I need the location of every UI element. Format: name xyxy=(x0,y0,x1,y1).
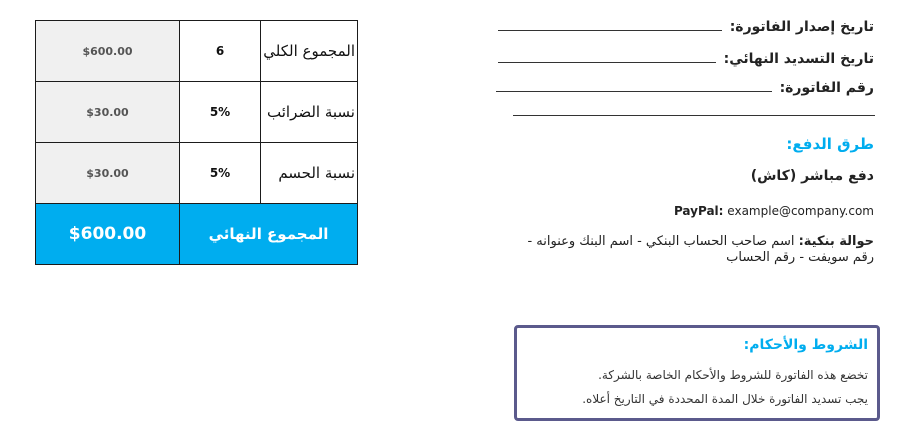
paypal-email: example@company.com xyxy=(727,204,874,218)
final-total-amount: $600.00 xyxy=(36,204,180,264)
payment-title: طرق الدفع: xyxy=(786,135,874,153)
discount-amount: $30.00 xyxy=(36,143,180,203)
total-quantity: 6 xyxy=(180,21,261,81)
terms-line-2: يجب تسديد الفاتورة خلال المدة المحددة في التاريخ أعلاه. xyxy=(582,392,868,406)
tax-label: نسبة الضرائب xyxy=(267,103,355,121)
bank-details: اسم صاحب الحساب البنكي - اسم البنك وعنوانه - رقم سويفت - رقم الحساب xyxy=(527,234,874,265)
paypal-label: PayPal: xyxy=(673,204,724,218)
blank-line[interactable] xyxy=(513,115,875,116)
terms-line-1: تخضع هذه الفاتورة للشروط والأحكام الخاصة بالشركة. xyxy=(598,368,868,382)
terms-box xyxy=(514,325,880,421)
table-row xyxy=(36,21,357,82)
issue-date-line[interactable] xyxy=(498,29,722,31)
discount-label: نسبة الحسم xyxy=(278,164,355,182)
terms-title: الشروط والأحكام: xyxy=(743,337,868,353)
discount-rate: 5% xyxy=(180,143,261,203)
bank-label: حوالة بنكية: xyxy=(798,234,874,249)
due-date-field[interactable] xyxy=(498,51,874,67)
invoice-number-label: رقم الفاتورة: xyxy=(779,80,874,96)
totals-table xyxy=(35,20,358,265)
due-date-label: تاريخ التسديد النهائي: xyxy=(723,51,874,67)
invoice-number-field[interactable] xyxy=(496,80,874,96)
payment-paypal xyxy=(674,204,874,218)
invoice-number-line[interactable] xyxy=(496,90,772,92)
issue-date-field[interactable] xyxy=(498,19,874,35)
table-row xyxy=(36,143,357,204)
total-amount: $600.00 xyxy=(36,21,180,81)
final-total-label: المجموع النهائي xyxy=(208,225,329,243)
issue-date-label: تاريخ إصدار الفاتورة: xyxy=(729,19,874,35)
tax-rate: 5% xyxy=(180,82,261,142)
payment-cash: دفع مباشر (كاش) xyxy=(750,168,874,184)
due-date-line[interactable] xyxy=(498,61,716,63)
total-label: المجموع الكلي xyxy=(263,42,355,60)
table-row xyxy=(36,82,357,143)
payment-bank xyxy=(504,234,874,266)
final-total-row xyxy=(36,204,357,264)
tax-amount: $30.00 xyxy=(36,82,180,142)
